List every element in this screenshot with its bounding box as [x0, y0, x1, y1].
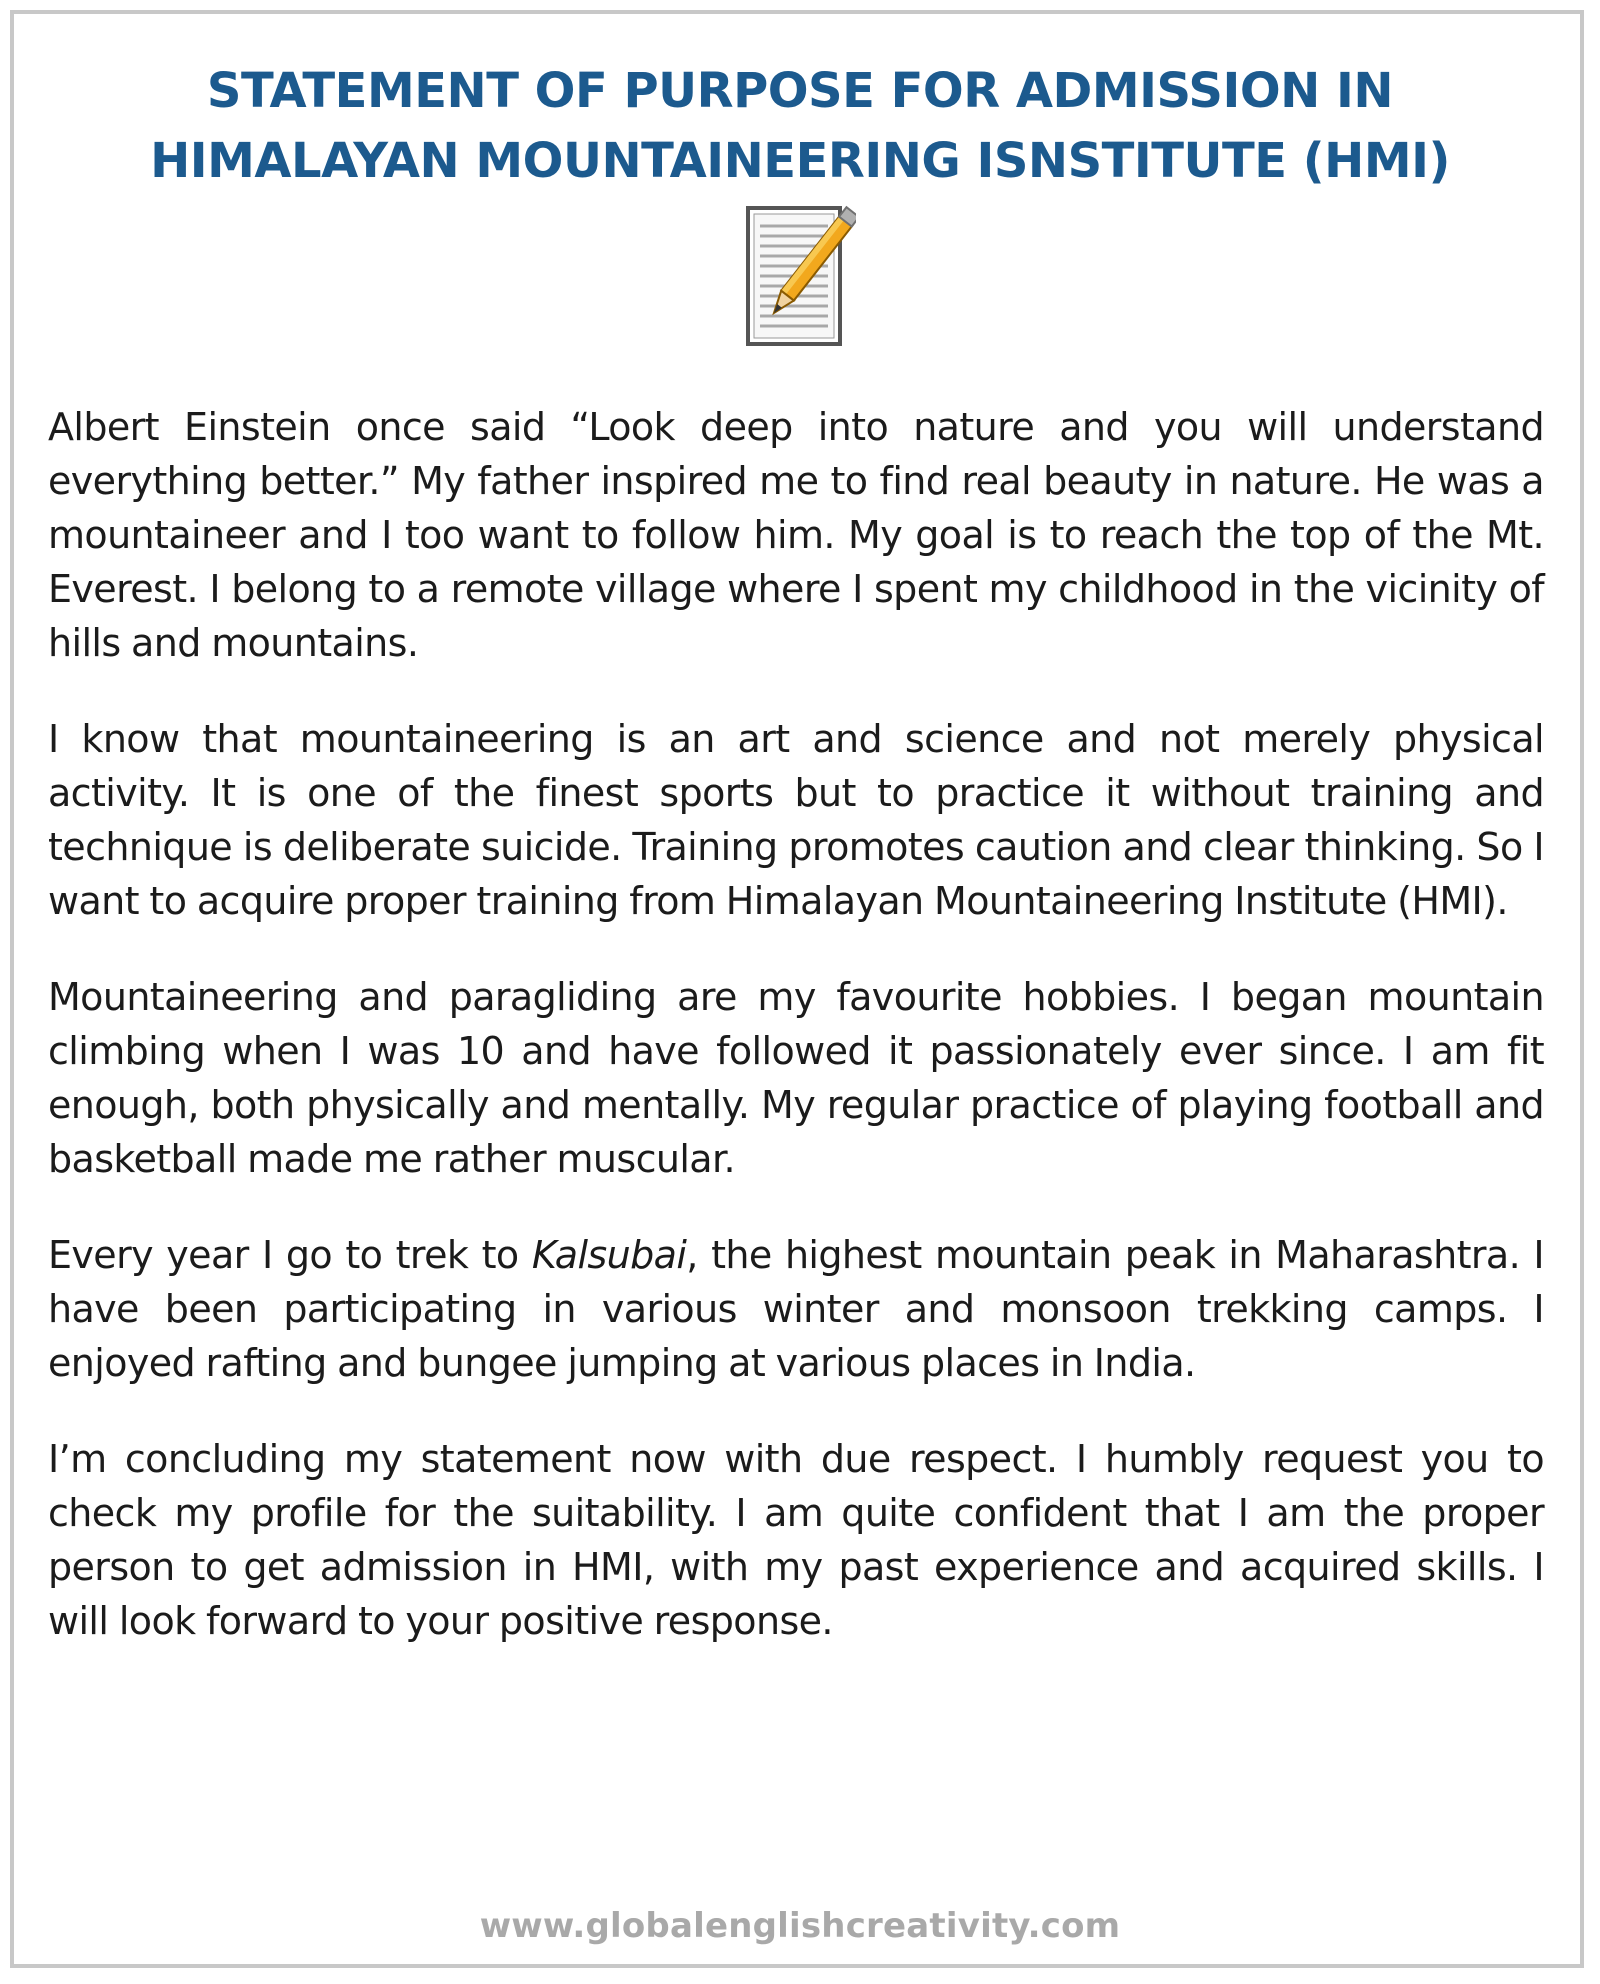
footer-website-link[interactable]: www.globalenglishcreativity.com — [479, 1906, 1121, 1946]
paragraph-4-text-before: Every year I go to trek to — [48, 1233, 532, 1277]
notepad-pencil-icon — [744, 202, 856, 350]
paragraph-1: Albert Einstein once said “Look deep into nature and you will understand everything better.” My father inspired me to find real beauty in nature. He was a mountaineer and I too want to follow him. My goal is to reach the top of the Mt. Everest. I belong to a remote village where I spent my childhood in the vicinity of hills and mountains. — [48, 405, 1544, 665]
statement-body — [48, 400, 1544, 1648]
paragraph-4-text-after: , the highest mountain peak in Maharashtra. I have been participating in various winter and monsoon trekking camps. I enjoyed rafting and bungee jumping at various places in India. — [48, 1233, 1544, 1385]
paragraph-2: I know that mountaineering is an art and science and not merely physical activity. It is one of the finest sports but to practice it without training and technique is deliberate suicide. Training promotes caution and clear thinking. So I want to acquire proper training from Himalayan Mountaineering Institute (HMI). — [48, 717, 1544, 923]
paragraph-4-italic-place-name: Kalsubai — [531, 1233, 687, 1277]
paragraph-5: I’m concluding my statement now with due respect. I humbly request you to check my profile for the suitability. I am quite confident that I am the proper person to get admission in HMI, with my past experience and acquired skills. I will look forward to your positive response. — [48, 1437, 1544, 1643]
title-line-2: HIMALAYAN MOUNTAINEERING ISNSTITUTE (HMI) — [150, 133, 1450, 189]
document-title — [60, 56, 1540, 196]
title-line-1: STATEMENT OF PURPOSE FOR ADMISSION IN — [206, 63, 1394, 119]
paragraph-3: Mountaineering and paragliding are my favourite hobbies. I began mountain climbing when I was 10 and have followed it passionately ever since. I am fit enough, both physically and mentally. My regular practice of playing football and basketball made me rather muscular. — [48, 975, 1544, 1181]
paragraph-4 — [48, 1228, 1544, 1390]
